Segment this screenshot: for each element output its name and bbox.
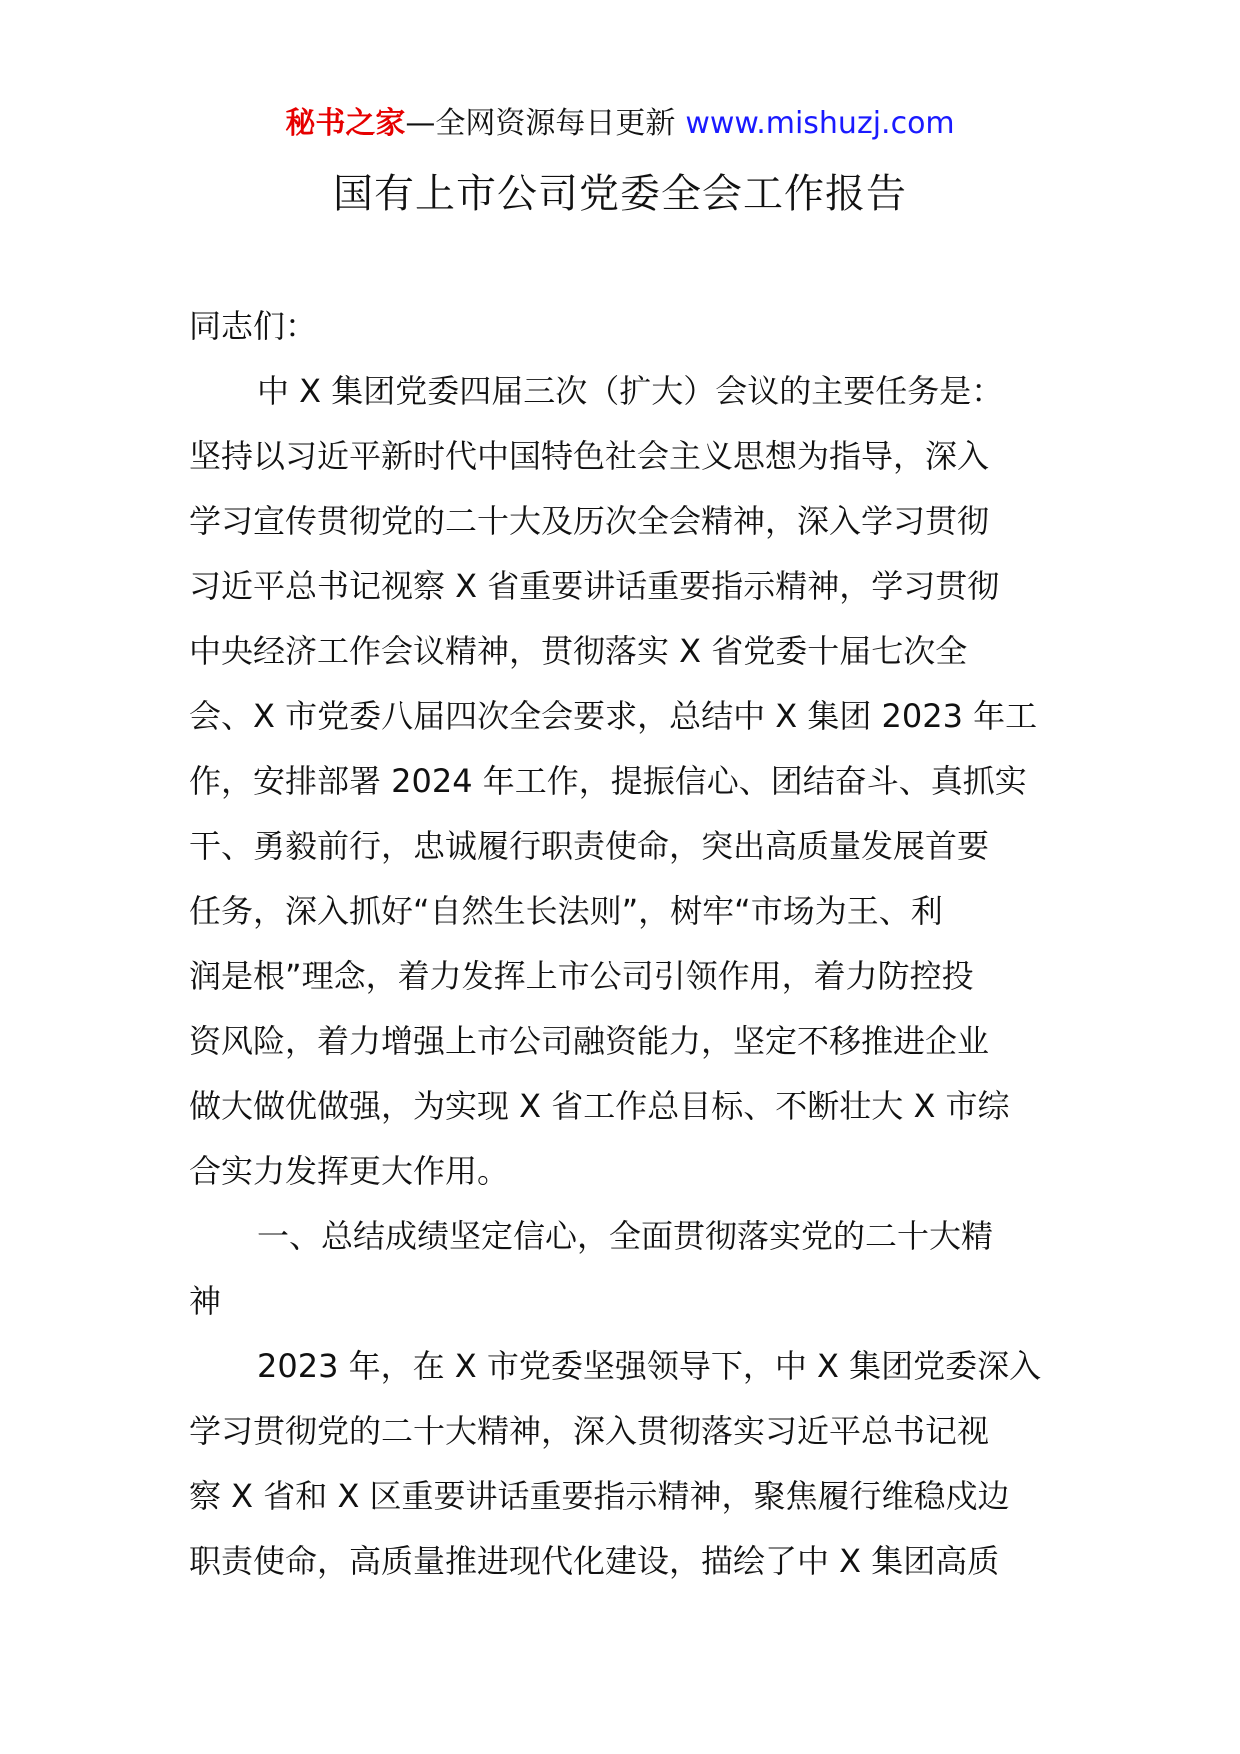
body-line: 做大做优做强，为实现 X 省工作总目标、不断壮大 X 市综 xyxy=(189,1087,1010,1125)
body-line: 资风险，着力增强上市公司融资能力，坚定不移推进企业 xyxy=(189,1022,990,1060)
body-line: 润是根”理念，着力发挥上市公司引领作用，着力防控投 xyxy=(189,957,974,995)
body-line: 作，安排部署 2024 年工作，提振信心、团结奋斗、真抓实 xyxy=(189,762,1027,800)
body-line: 职责使命，高质量推进现代化建设，描绘了中 X 集团高质 xyxy=(189,1542,1000,1580)
body-line: 中央经济工作会议精神，贯彻落实 X 省党委十届七次全 xyxy=(189,632,968,670)
site-header xyxy=(0,104,1240,144)
body-line: 会、X 市党委八届四次全会要求，总结中 X 集团 2023 年工 xyxy=(189,697,1038,735)
body-line: 习近平总书记视察 X 省重要讲话重要指示精神，学习贯彻 xyxy=(189,567,1000,605)
body-line: 同志们： xyxy=(189,307,318,345)
section-heading-line: 一、总结成绩坚定信心，全面贯彻落实党的二十大精 xyxy=(257,1217,994,1255)
body-line: 2023 年，在 X 市党委坚强领导下，中 X 集团党委深入 xyxy=(257,1347,1042,1385)
body-line: 学习宣传贯彻党的二十大及历次全会精神，深入学习贯彻 xyxy=(189,502,990,540)
body-line: 察 X 省和 X 区重要讲话重要指示精神，聚焦履行维稳戍边 xyxy=(189,1477,1010,1515)
document-body xyxy=(189,302,1069,1602)
body-line: 任务，深入抓好“自然生长法则”，树牢“市场为王、利 xyxy=(189,892,943,930)
body-line: 学习贯彻党的二十大精神，深入贯彻落实习近平总书记视 xyxy=(189,1412,990,1450)
body-line: 中 X 集团党委四届三次（扩大）会议的主要任务是： xyxy=(257,372,1004,410)
header-tagline: —全网资源每日更新 xyxy=(405,106,676,141)
brand-name: 秘书之家 xyxy=(285,106,406,141)
body-line: 坚持以习近平新时代中国特色社会主义思想为指导，深入 xyxy=(189,437,990,475)
document-title: 国有上市公司党委全会工作报告 xyxy=(333,171,907,217)
body-line: 合实力发挥更大作用。 xyxy=(189,1152,510,1190)
body-line: 干、勇毅前行，忠诚履行职责使命，突出高质量发展首要 xyxy=(189,827,990,865)
section-heading-line: 神 xyxy=(189,1282,222,1320)
site-url-link[interactable]: www.mishuzj.com xyxy=(685,106,955,141)
